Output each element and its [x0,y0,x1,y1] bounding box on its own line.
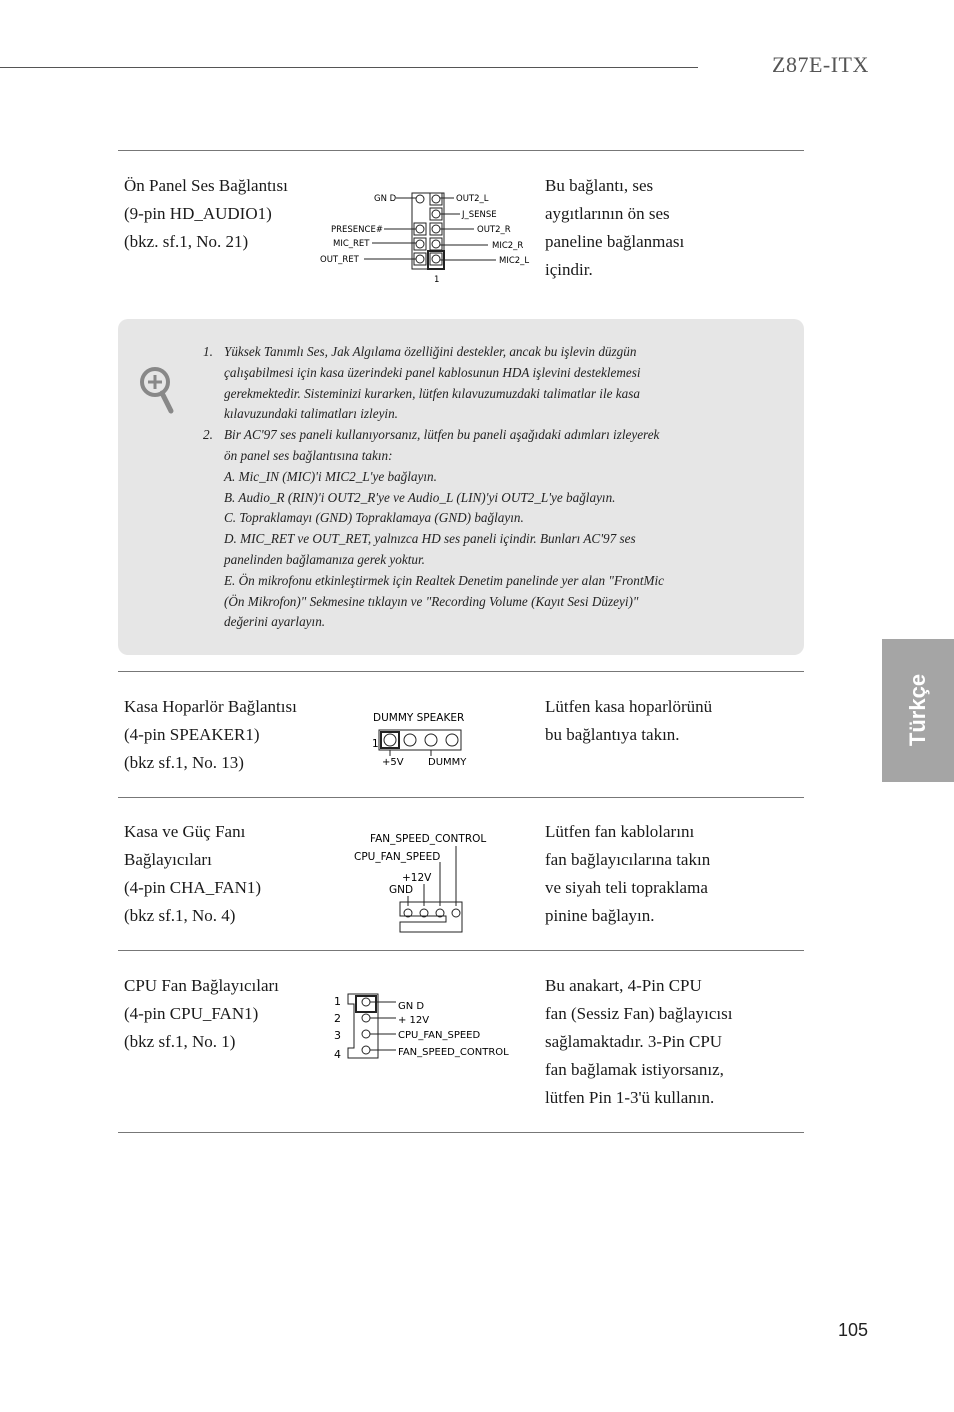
speaker-title [124,693,297,777]
chassis-fan-pin-diagram [350,828,510,936]
note-line: gerekmektedir. Sisteminizi kurarken, lütfen kılavuzumuzdaki talimatlar ile kasa [224,385,640,401]
section-rule [118,671,804,672]
audio-title-line: Ön Panel Ses Bağlantısı [124,176,288,195]
cpu-pin-number: 4 [334,1048,341,1061]
section-rule [118,150,804,151]
note-line: B. Audio_R (RIN)'i OUT2_R'ye ve Audio_L (LIN)'yi OUT2_L'ye bağlayın. [224,489,616,505]
audio-title-line: (9-pin HD_AUDIO1) [124,204,272,223]
cpu-fan-desc-line: sağlamaktadır. 3-Pin CPU [545,1032,723,1051]
pin-one-label: 1 [434,275,440,285]
cpu-fan-pin-diagram [328,990,538,1062]
speaker-title-line: (bkz sf.1, No. 13) [124,753,244,772]
pin-label-out-ret: OUT_RET [320,255,359,265]
pin-label-out2-l: OUT2_L [456,194,489,204]
chassis-fan-title-line: Bağlayıcıları [124,850,212,869]
note-line: değerini ayarlayın. [224,614,326,630]
cpu-pin-number: 1 [334,995,341,1008]
audio-title [124,172,288,256]
audio-desc-line: Bu bağlantı, ses [545,176,654,195]
cpu-fan-title-line: (bkz sf.1, No. 1) [124,1032,236,1051]
speaker-desc-line: bu bağlantıya takın. [545,725,680,744]
hd-audio-pin-diagram [310,185,550,290]
cpu-gnd-label: GN D [398,1001,425,1012]
note-line: (Ön Mikrofon)" Sekmesine tıklayın ve "Recording Volume (Kayıt Sesi Düzeyi)" [224,593,639,609]
chassis-fan-desc-line: fan bağlayıcılarına takın [545,850,711,869]
note-line: kılavuzundaki talimatları izleyin. [224,406,398,422]
chassis-fan-description [545,818,710,930]
model-title: Z87E-ITX [772,52,869,77]
gnd-label: GND [389,884,414,896]
chassis-fan-title-line: Kasa ve Güç Fanı [124,822,246,841]
cpu-fan-desc-line: Bu anakart, 4-Pin CPU [545,976,702,995]
speaker-plus5v-label: +5V [382,757,404,768]
header-rule [0,67,698,68]
section-rule [118,950,804,951]
speaker-desc-line: Lütfen kasa hoparlörünü [545,697,713,716]
speaker-title-line: (4-pin SPEAKER1) [124,725,260,744]
note-text: Bir AC'97 ses paneli kullanıyorsanız, lütfen bu paneli aşağıdaki adımları izleyerek [224,427,660,443]
cpu-12v-label: + 12V [398,1015,430,1026]
fan-speed-control-label: FAN_SPEED_CONTROL [370,833,487,845]
note-line: A. Mic_IN (MIC)'i MIC2_L'ye bağlayın. [224,468,437,484]
cpu-fan-speed-label: CPU_FAN_SPEED [354,851,441,863]
cpu-fan-desc-line: fan (Sessiz Fan) bağlayıcısı [545,1004,733,1023]
note-line: panelinden bağlamanıza gerek yoktur. [224,551,425,567]
note-line: çalışabilmesi için kasa üzerindeki panel kablosunun HDA işlevini desteklemesi [224,364,641,380]
note-text: Yüksek Tanımlı Ses, Jak Algılama özelliğini destekler, ancak bu işlevin düzgün [224,344,637,359]
cpu-fan-title-line: CPU Fan Bağlayıcıları [124,976,279,995]
pin-label-presence: PRESENCE# [331,225,383,235]
page-number: 105 [838,1320,869,1340]
speaker-pin-one: 1 [372,738,379,750]
chassis-fan-desc-line: pinine bağlayın. [545,906,655,925]
speaker-top-label: DUMMY SPEAKER [373,712,465,724]
cpu-fan-speed-label: CPU_FAN_SPEED [398,1030,481,1041]
audio-desc-line: içindir. [545,260,593,279]
note-line: E. Ön mikrofonu etkinleştirmek için Realtek Denetim panelinde yer alan "FrontMic [224,572,664,588]
chassis-fan-desc-line: ve siyah teli topraklama [545,878,708,897]
chassis-fan-desc-line: Lütfen fan kablolarını [545,822,695,841]
pin-label-j-sense: J_SENSE [462,210,497,220]
pin-label-gnd: GN D [374,194,397,204]
pin-label-out2-r: OUT2_R [477,225,511,235]
chassis-fan-title-line: (bkz sf.1, No. 4) [124,906,236,925]
cpu-pin-number: 3 [334,1029,341,1042]
note-line [203,425,763,446]
speaker-description [545,693,712,749]
pin-label-mic-ret: MIC_RET [333,239,370,249]
audio-description [545,172,684,284]
pin-label-mic2-r: MIC2_R [492,241,524,251]
cpu-fan-desc-line: lütfen Pin 1-3'ü kullanın. [545,1088,715,1107]
audio-desc-line: aygıtlarının ön ses [545,204,670,223]
note-number: 2. [203,427,213,443]
speaker-dummy-label: DUMMY [428,757,467,768]
note-line [203,342,763,363]
language-tab-label: Türkçe [905,673,930,747]
cpu-fan-description [545,972,732,1112]
note-line: C. Topraklamayı (GND) Topraklamaya (GND) bağlayın. [224,510,524,526]
cpu-fan-desc-line: fan bağlamak istiyorsanız, [545,1060,724,1079]
section-rule [118,1132,804,1133]
chassis-fan-title [124,818,261,930]
note-number: 1. [203,344,213,359]
plus-12v-label: +12V [402,872,432,884]
speaker-title-line: Kasa Hoparlör Bağlantısı [124,697,297,716]
section-rule [118,797,804,798]
language-tab [882,639,954,782]
audio-desc-line: paneline bağlanması [545,232,685,251]
cpu-pin-number: 2 [334,1012,341,1025]
notes-list [203,342,763,633]
magnifier-icon [138,365,178,415]
cpu-fan-title [124,972,279,1056]
cpu-fan-speed-control-label: FAN_SPEED_CONTROL [398,1047,509,1058]
audio-title-line: (bkz. sf.1, No. 21) [124,232,249,251]
chassis-fan-title-line: (4-pin CHA_FAN1) [124,878,262,897]
cpu-fan-title-line: (4-pin CPU_FAN1) [124,1004,259,1023]
speaker-pin-diagram [365,706,505,774]
pin-label-mic2-l: MIC2_L [499,256,530,266]
note-line: ön panel ses bağlantısına takın: [224,447,393,463]
note-line: D. MIC_RET ve OUT_RET, yalnızca HD ses paneli içindir. Bunları AC'97 ses [224,531,636,547]
